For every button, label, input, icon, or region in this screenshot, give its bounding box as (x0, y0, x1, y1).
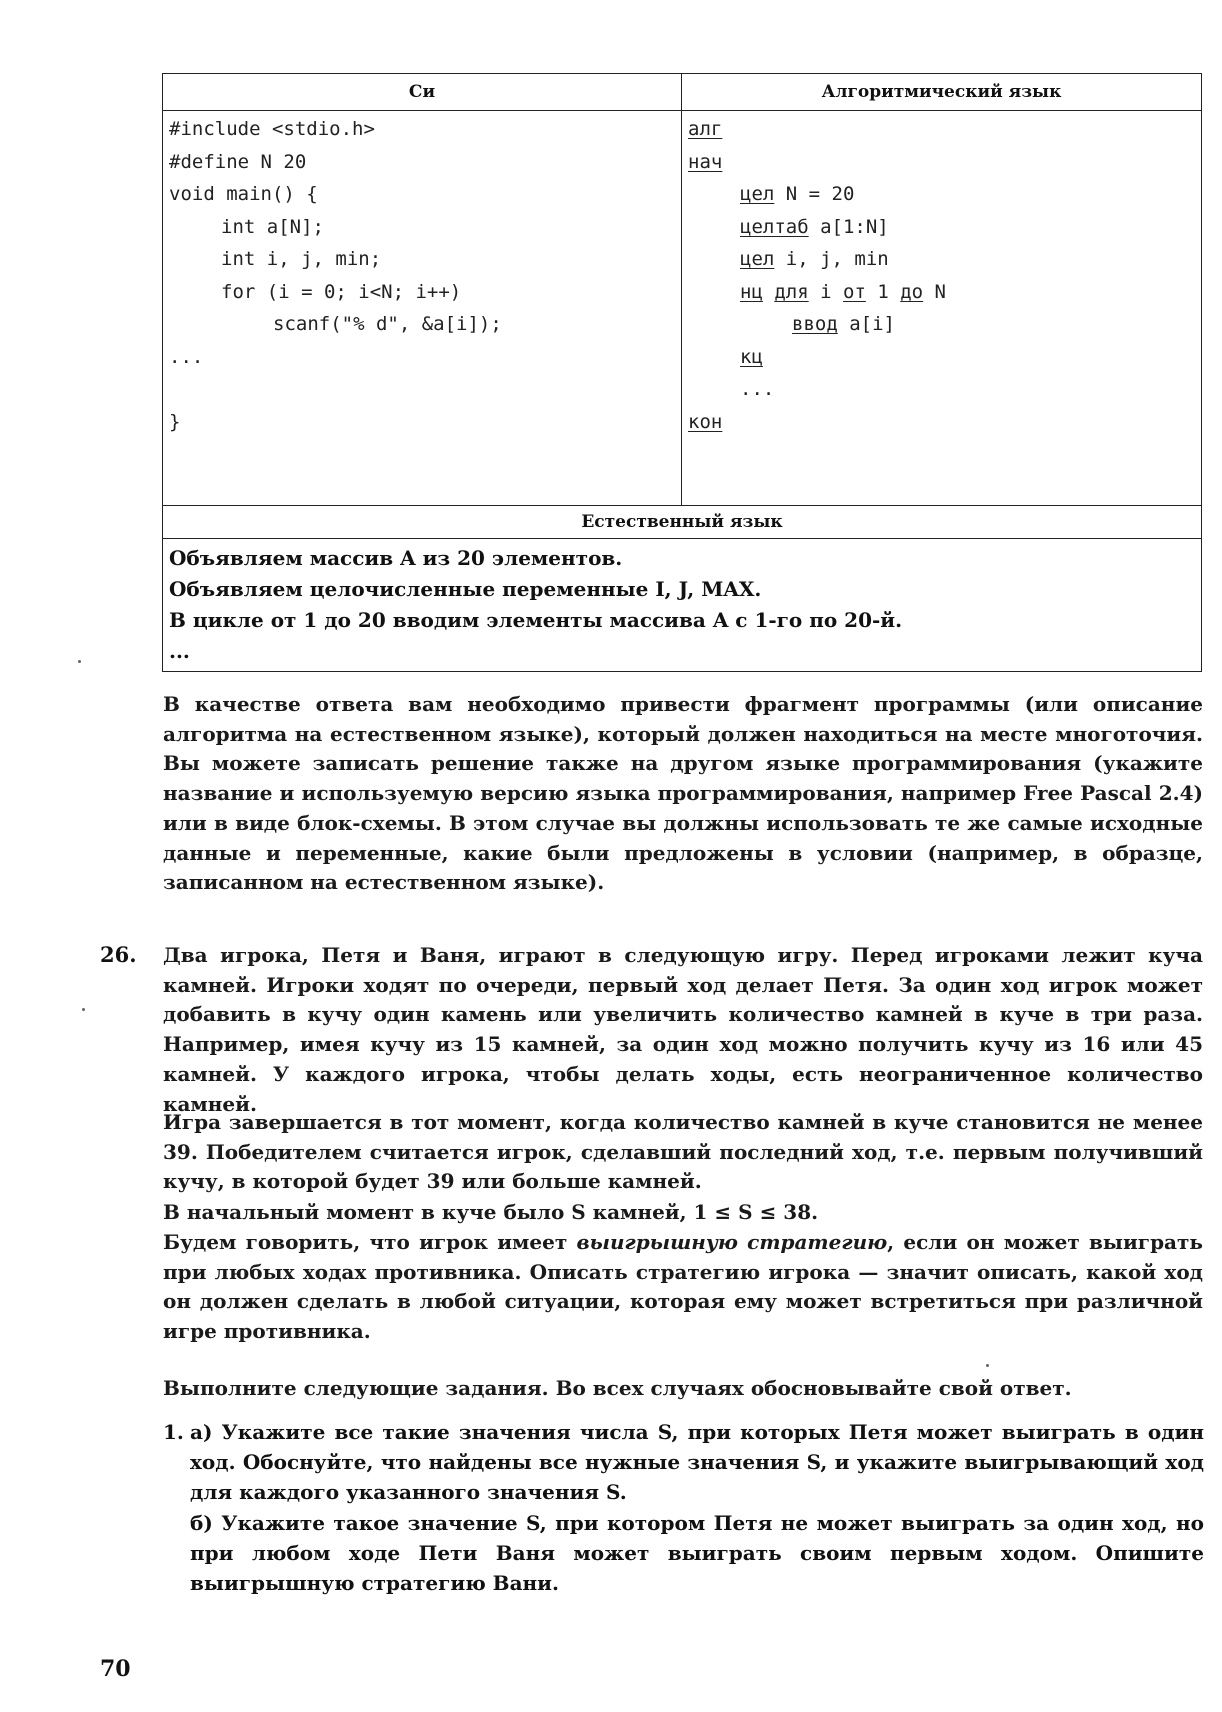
alg-line (688, 341, 1201, 374)
item-1-number: 1. (163, 1420, 184, 1444)
natural-cell (163, 539, 1202, 672)
alg-line: цел i, j, min (740, 248, 889, 270)
code-table (162, 73, 1202, 672)
alg-line (688, 146, 1201, 179)
page-number: 70 (100, 1656, 131, 1682)
kw-kc: кц (740, 345, 763, 368)
item-1a: а) Укажите все такие значения числа S, при которых Петя может выиграть в один ход. Обоснуйте, что найдены все нужные значения S, и укажите выигрывающий ход для каждого указанного значения S. (190, 1420, 1204, 1504)
task-paragraph-1: Два игрока, Петя и Ваня, играют в следующую игру. Перед игроками лежит куча камней. Игроки ходят по очереди, первый ход делает Петя. За один ход игрок может добавить в кучу один камень или увеличить количество камней в куче в три раза. Например, имея кучу из 15 камней, за один ход можно получить кучу из 16 или 45 камней. У каждого игрока, чтобы делать ходы, есть неограниченное количество камней. (163, 943, 1203, 1116)
answer-paragraph: В качестве ответа вам необходимо привести фрагмент программы (или описание алгоритма на естественном языке), который должен находиться на месте многоточия. Вы можете записать решение также на другом языке программирования (укажите название и используемую версию языка программирования, например Free Pascal 2.4) или в виде блок-схемы. В этом случае вы должны использовать те же самые исходные данные и переменные, какие были предложены в условии (например, в образце, записанном на естественном языке). (163, 692, 1203, 895)
kw-vvod: ввод (792, 313, 838, 335)
scan-speck (78, 660, 81, 663)
natural-header: Естественный язык (163, 506, 1202, 539)
c-line: for (i = 0; i<N; i++) (221, 280, 462, 303)
kw-dlya: для (774, 280, 809, 303)
alg-line: ... (740, 378, 775, 400)
header-algorithmic: Алгоритмический язык (682, 74, 1202, 111)
kw-kon: кон (688, 410, 723, 433)
task-paragraph-3: В начальный момент в куче было S камней, 1 ≤ S ≤ 38. (163, 1200, 819, 1224)
c-line: #include <stdio.h> (169, 118, 375, 140)
natural-line: Объявляем целочисленные переменные I, J, MAX. (169, 577, 762, 601)
c-line: #define N 20 (169, 150, 307, 173)
alg-line: целтаб a[1:N] (740, 215, 889, 238)
kw-cel: цел (740, 183, 775, 205)
task-paragraph-4: Будем говорить, что игрок имеет выигрышную стратегию, если он может выиграть при любых ходах противника. Описать стратегию игрока — значит описать, какой ход он должен сделать в любой ситуации, которая ему может встретиться при различной игре противника. (163, 1230, 1203, 1344)
kw-cel: цел (740, 248, 775, 270)
item-1b: б) Укажите такое значение S, при котором Петя не может выиграть за один ход, но при любом ходе Пети Ваня может выиграть своим первым ходом. Опишите выигрышную стратегию Вани. (190, 1511, 1204, 1595)
c-code-cell (163, 111, 682, 506)
kw-celtab: целтаб (740, 215, 809, 238)
c-line: } (169, 410, 181, 433)
scan-speck (82, 1008, 85, 1011)
alg-line: ввод a[i] (792, 313, 895, 335)
header-c: Си (163, 74, 682, 111)
c-line: int i, j, min; (221, 248, 382, 270)
c-line: ... (169, 345, 204, 368)
alg-line (688, 113, 1201, 146)
c-line: int a[N]; (221, 215, 324, 238)
task-paragraph-2: Игра завершается в тот момент, когда количество камней в куче становится не менее 39. Победителем считается игрок, сделавший последний ход, т.е. первым получивший кучу, в которой будет 39 или больше камней. (163, 1110, 1203, 1194)
natural-line: Объявляем массив A из 20 элементов. (169, 546, 623, 570)
natural-line: ... (169, 639, 190, 663)
c-line: scanf("% d", &a[i]); (273, 313, 502, 335)
natural-line: В цикле от 1 до 20 вводим элементы массива A с 1-го по 20-й. (169, 608, 903, 632)
task-number: 26. (100, 942, 137, 967)
alg-code-cell (682, 111, 1202, 506)
scan-speck (986, 1364, 989, 1367)
alg-line: цел N = 20 (740, 183, 855, 205)
kw-do: до (900, 280, 924, 303)
kw-nach: нач (688, 150, 723, 173)
alg-line (688, 406, 1201, 439)
kw-ot: от (843, 280, 866, 303)
c-line: void main() { (169, 183, 318, 205)
task-instructions: Выполните следующие задания. Во всех случаях обосновывайте свой ответ. (163, 1376, 1072, 1400)
kw-alg: алг (688, 118, 723, 140)
alg-line: нц для i от 1 до N (740, 280, 946, 303)
c-line (169, 373, 681, 406)
kw-nc: нц (740, 280, 763, 303)
